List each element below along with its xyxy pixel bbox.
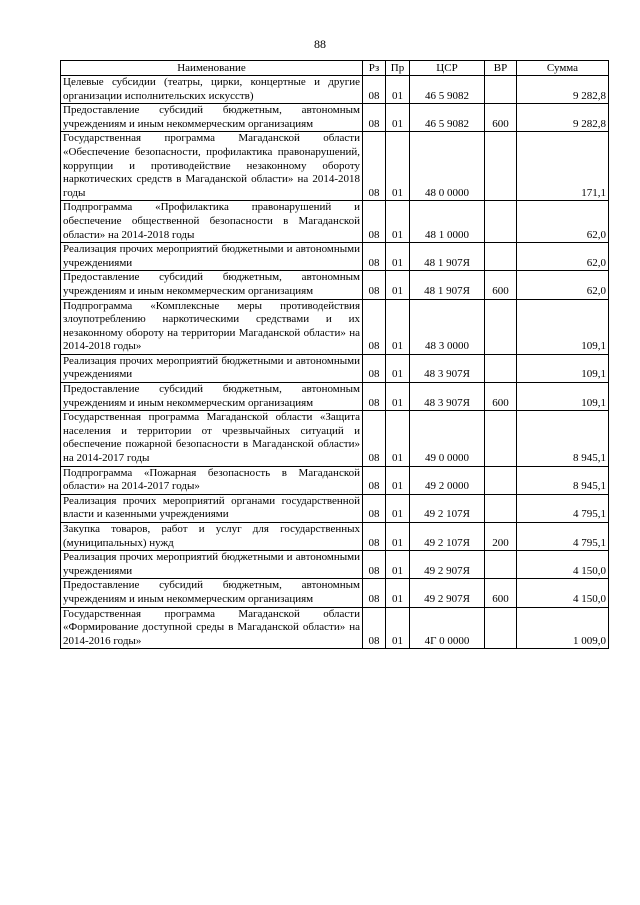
row-rz: 08	[363, 354, 386, 382]
row-pr: 01	[386, 383, 410, 411]
row-pr: 01	[386, 494, 410, 522]
row-pr: 01	[386, 104, 410, 132]
row-pr: 01	[386, 299, 410, 354]
table-row	[61, 494, 609, 522]
column-header-csr: ЦСР	[410, 61, 485, 76]
row-rz: 08	[363, 607, 386, 649]
table-row	[61, 607, 609, 649]
row-vr	[485, 354, 517, 382]
table-row	[61, 411, 609, 466]
row-pr: 01	[386, 201, 410, 243]
row-vr	[485, 201, 517, 243]
row-sum: 62,0	[517, 243, 609, 271]
column-header-rz: Рз	[363, 61, 386, 76]
row-csr: 4Г 0 0000	[410, 607, 485, 649]
table-row	[61, 299, 609, 354]
row-rz: 08	[363, 466, 386, 494]
row-rz: 08	[363, 494, 386, 522]
page-number: 88	[314, 37, 326, 51]
row-sum: 4 150,0	[517, 551, 609, 579]
row-name: Государственная программа Магаданской области «Защита населения и территории от чрезвычайных ситуаций и обеспечение пожарной безопасности в Магаданской области» на 2014-2017 годы	[61, 411, 363, 466]
row-pr: 01	[386, 243, 410, 271]
row-csr: 49 2 107Я	[410, 494, 485, 522]
table-row	[61, 383, 609, 411]
row-name: Реализация прочих мероприятий органами государственной власти и казенными учреждениями	[61, 494, 363, 522]
row-csr: 48 3 907Я	[410, 383, 485, 411]
row-sum: 109,1	[517, 299, 609, 354]
table-row	[61, 132, 609, 201]
row-pr: 01	[386, 551, 410, 579]
row-sum: 4 795,1	[517, 494, 609, 522]
row-vr	[485, 243, 517, 271]
row-rz: 08	[363, 132, 386, 201]
row-pr: 01	[386, 354, 410, 382]
column-header-pr: Пр	[386, 61, 410, 76]
row-rz: 08	[363, 411, 386, 466]
row-name: Предоставление субсидий бюджетным, автономным учреждениям и иным некоммерческим организациям	[61, 104, 363, 132]
row-csr: 49 2 907Я	[410, 579, 485, 607]
table-header-row	[61, 61, 609, 76]
row-sum: 4 150,0	[517, 579, 609, 607]
row-name: Подпрограмма «Комплексные меры противодействия злоупотреблению наркотическими средствами и их незаконному обороту на территории Магаданской области» на 2014-2018 годы»	[61, 299, 363, 354]
row-csr: 48 3 0000	[410, 299, 485, 354]
row-rz: 08	[363, 271, 386, 299]
budget-table	[60, 60, 609, 649]
row-vr	[485, 607, 517, 649]
row-csr: 49 2 0000	[410, 466, 485, 494]
row-vr: 600	[485, 579, 517, 607]
row-pr: 01	[386, 271, 410, 299]
row-csr: 48 0 0000	[410, 132, 485, 201]
row-sum: 9 282,8	[517, 76, 609, 104]
row-rz: 08	[363, 201, 386, 243]
column-header-vr: ВР	[485, 61, 517, 76]
row-vr: 600	[485, 271, 517, 299]
row-rz: 08	[363, 104, 386, 132]
row-name: Государственная программа Магаданской области «Формирование доступной среды в Магаданской области» на 2014-2016 годы»	[61, 607, 363, 649]
row-sum: 62,0	[517, 271, 609, 299]
row-sum: 171,1	[517, 132, 609, 201]
table-row	[61, 104, 609, 132]
row-name: Целевые субсидии (театры, цирки, концертные и другие организации исполнительских искусств)	[61, 76, 363, 104]
row-pr: 01	[386, 132, 410, 201]
row-sum: 8 945,1	[517, 411, 609, 466]
row-csr: 48 1 907Я	[410, 271, 485, 299]
row-name: Реализация прочих мероприятий бюджетными и автономными учреждениями	[61, 551, 363, 579]
row-name: Подпрограмма «Пожарная безопасность в Магаданской области» на 2014-2017 годы»	[61, 466, 363, 494]
row-vr	[485, 132, 517, 201]
row-vr	[485, 411, 517, 466]
row-csr: 46 5 9082	[410, 76, 485, 104]
column-header-name: Наименование	[61, 61, 363, 76]
row-sum: 4 795,1	[517, 523, 609, 551]
row-sum: 62,0	[517, 201, 609, 243]
row-pr: 01	[386, 607, 410, 649]
row-vr: 200	[485, 523, 517, 551]
row-name: Предоставление субсидий бюджетным, автономным учреждениям и иным некоммерческим организациям	[61, 383, 363, 411]
row-rz: 08	[363, 523, 386, 551]
table-row	[61, 354, 609, 382]
table-row	[61, 201, 609, 243]
row-vr: 600	[485, 383, 517, 411]
row-name: Реализация прочих мероприятий бюджетными и автономными учреждениями	[61, 354, 363, 382]
row-sum: 109,1	[517, 383, 609, 411]
row-rz: 08	[363, 551, 386, 579]
row-vr	[485, 494, 517, 522]
row-name: Государственная программа Магаданской области «Обеспечение безопасности, профилактика правонарушений, коррупции и противодействие незаконному обороту наркотических средств в Магаданской области» на 2014-2018 годы	[61, 132, 363, 201]
table-row	[61, 243, 609, 271]
row-name: Подпрограмма «Профилактика правонарушений и обеспечение общественной безопасности в Магаданской области» на 2014-2018 годы	[61, 201, 363, 243]
row-csr: 49 0 0000	[410, 411, 485, 466]
row-csr: 49 2 907Я	[410, 551, 485, 579]
row-pr: 01	[386, 523, 410, 551]
row-pr: 01	[386, 579, 410, 607]
row-name: Закупка товаров, работ и услуг для государственных (муниципальных) нужд	[61, 523, 363, 551]
row-sum: 9 282,8	[517, 104, 609, 132]
row-sum: 109,1	[517, 354, 609, 382]
table-row	[61, 551, 609, 579]
column-header-sum: Сумма	[517, 61, 609, 76]
table-row	[61, 76, 609, 104]
row-csr: 46 5 9082	[410, 104, 485, 132]
table-row	[61, 579, 609, 607]
row-rz: 08	[363, 383, 386, 411]
row-sum: 8 945,1	[517, 466, 609, 494]
row-rz: 08	[363, 243, 386, 271]
row-vr	[485, 551, 517, 579]
row-csr: 49 2 107Я	[410, 523, 485, 551]
row-name: Предоставление субсидий бюджетным, автономным учреждениям и иным некоммерческим организациям	[61, 271, 363, 299]
row-pr: 01	[386, 411, 410, 466]
row-name: Предоставление субсидий бюджетным, автономным учреждениям и иным некоммерческим организациям	[61, 579, 363, 607]
row-sum: 1 009,0	[517, 607, 609, 649]
row-rz: 08	[363, 76, 386, 104]
table-row	[61, 466, 609, 494]
row-vr	[485, 299, 517, 354]
row-csr: 48 3 907Я	[410, 354, 485, 382]
table-row	[61, 523, 609, 551]
row-vr	[485, 466, 517, 494]
row-csr: 48 1 0000	[410, 201, 485, 243]
row-vr	[485, 76, 517, 104]
row-vr: 600	[485, 104, 517, 132]
row-csr: 48 1 907Я	[410, 243, 485, 271]
row-pr: 01	[386, 466, 410, 494]
table-row	[61, 271, 609, 299]
row-rz: 08	[363, 299, 386, 354]
row-name: Реализация прочих мероприятий бюджетными и автономными учреждениями	[61, 243, 363, 271]
row-pr: 01	[386, 76, 410, 104]
row-rz: 08	[363, 579, 386, 607]
